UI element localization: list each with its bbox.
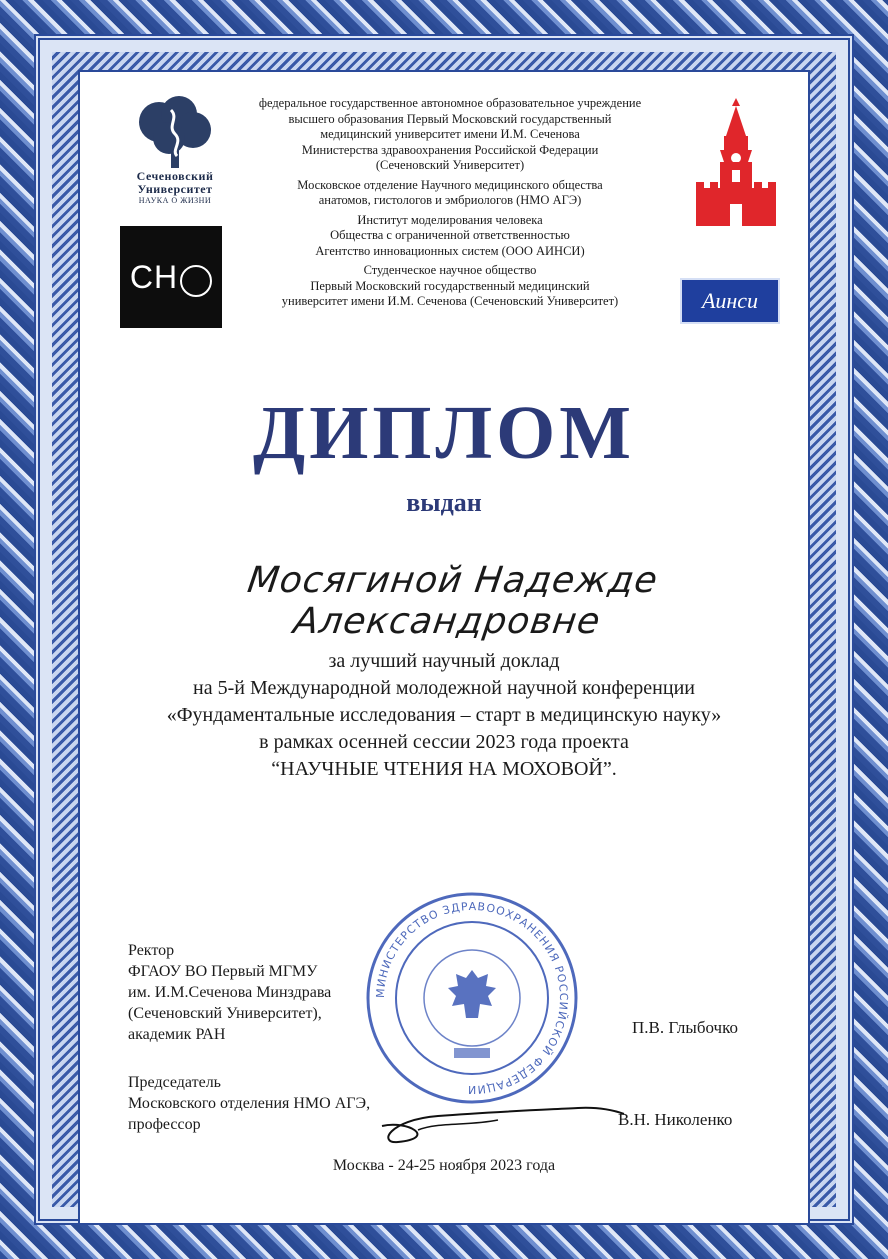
- org-line: (Сеченовский Университет): [375, 158, 525, 172]
- org-line: Московское отделение Научного медицинского общества: [297, 177, 603, 192]
- chair-line: профессор: [128, 1116, 201, 1133]
- eagle-emblem-icon: [448, 970, 496, 1018]
- sno-logo-text: CH: [129, 258, 179, 295]
- logo-line2: Университет: [137, 182, 213, 196]
- org-line: Студенческое научное общество: [363, 263, 537, 277]
- org-block-university: [232, 96, 668, 174]
- kremlin-icon: [694, 96, 778, 228]
- recipient-name: Мосягиной Надежде Александровне: [245, 560, 661, 642]
- rector-signatory: П.В. Глыбочко: [632, 1018, 738, 1037]
- org-line: высшего образования Первый Московский государственный: [288, 111, 612, 126]
- ainsi-logo: [680, 278, 780, 324]
- handwritten-signature: [378, 1080, 628, 1150]
- org-line: анатомов, гистологов и эмбриологов (НМО АГЭ): [318, 193, 582, 207]
- signature-icon: [378, 1080, 628, 1150]
- ainsi-logo-text: Аинси: [701, 288, 759, 313]
- stamp-text: МИНИСТЕРСТВО ЗДРАВООХРАНЕНИЯ РОССИЙСКОЙ ФЕДЕРАЦИИ: [373, 899, 571, 1097]
- org-line: федеральное государственное автономное образовательное учреждение: [258, 96, 642, 110]
- org-line: Министерства здравоохранения Российской Федерации: [301, 142, 599, 157]
- rector-line: им. И.М.Сеченова Минздрава: [128, 984, 332, 1001]
- chair-line: Председатель: [128, 1074, 221, 1091]
- org-block-sno: [232, 263, 668, 310]
- org-line: медицинский университет имени И.М. Сеченова: [320, 127, 580, 141]
- chair-line: Московского отделения НМО АГЭ,: [128, 1095, 371, 1112]
- logo-line1: Сеченовский: [136, 169, 214, 183]
- org-block-ainsi: [232, 213, 668, 260]
- award-description: [100, 648, 788, 783]
- sno-logo: [120, 226, 222, 328]
- organizations-header: [232, 96, 668, 314]
- award-line: в рамках осенней сессии 2023 года проекта: [259, 731, 629, 753]
- award-line: “НАУЧНЫЕ ЧТЕНИЯ НА МОХОВОЙ”.: [271, 758, 617, 780]
- org-line: Институт моделирования человека: [357, 212, 543, 227]
- diploma-title: ДИПЛОМ: [253, 391, 635, 475]
- award-line: за лучший научный доклад: [328, 650, 560, 672]
- sno-hex-icon: [180, 265, 212, 297]
- rector-line: ФГАОУ ВО Первый МГМУ: [128, 963, 318, 980]
- org-line: Общества с ограниченной ответственностью: [330, 228, 570, 242]
- chair-signatory: В.Н. Николенко: [618, 1110, 733, 1129]
- org-line: Первый Московский государственный медицинский: [310, 278, 590, 293]
- org-line: Агентство инновационных систем (ООО АИНСИ): [315, 243, 585, 258]
- rector-line: (Сеченовский Университет),: [128, 1005, 322, 1022]
- org-line: университет имени И.М. Сеченова (Сеченовский Университет): [281, 294, 619, 308]
- rector-line: академик РАН: [128, 1026, 226, 1043]
- kremlin-tower-logo: [694, 96, 778, 228]
- award-line: «Фундаментальные исследования – старт в медицинскую науку»: [166, 704, 722, 726]
- issued-label: выдан: [406, 488, 482, 517]
- sechenov-university-logo: [120, 96, 230, 216]
- org-block-nmo: [232, 178, 668, 209]
- tree-icon: [135, 96, 215, 170]
- logo-tagline: НАУКА О ЖИЗНИ: [138, 196, 212, 205]
- rector-block: [128, 940, 378, 1045]
- award-line: на 5-й Международной молодежной научной конференции: [193, 677, 695, 699]
- rector-line: Ректор: [128, 942, 175, 959]
- place-and-date: Москва - 24-25 ноября 2023 года: [332, 1157, 556, 1174]
